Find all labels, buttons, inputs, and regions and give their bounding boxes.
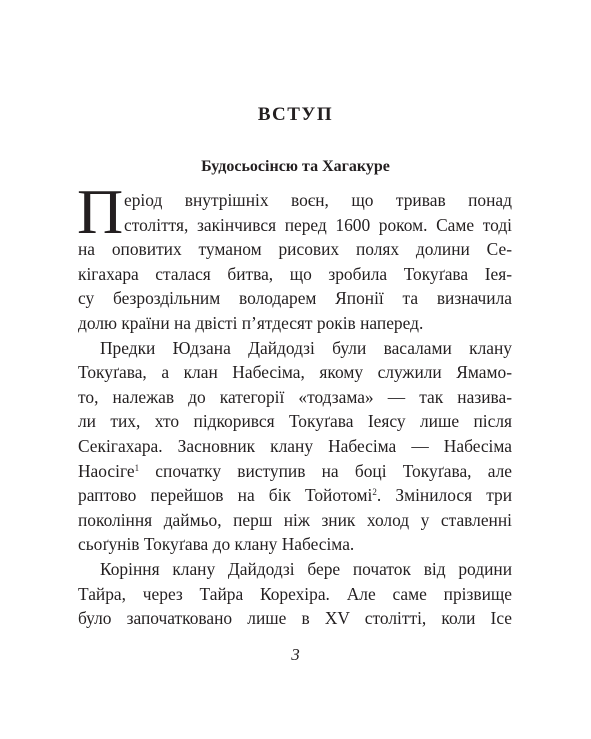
line-6-rest: спочатку виступив на боці Токуґава, але — [139, 460, 512, 481]
paragraph-1-line-4: кігахара сталася битва, що зробила Токуґава Іея- — [78, 263, 512, 284]
footnote-context-1: Наосіге — [78, 460, 135, 481]
paragraph-3-line-2: Тайра, через Тайра Корехіра. Але саме прізвище — [78, 583, 512, 604]
body-text — [77, 176, 513, 631]
paragraph-1-line-6: долю країни на двісті п’ятдесят років наперед. — [78, 312, 424, 333]
paragraph-2-line-1: Предки Юдзана Дайдодзі були васалами клану — [100, 337, 512, 358]
footnote-context-2: раптово перейшов на бік Тойотомі — [78, 485, 373, 506]
paragraph-2-line-7 — [78, 483, 512, 508]
paragraph-1-line-3: на оповитих туманом рисових полях долини Се- — [78, 239, 512, 260]
paragraph-2-line-8: покоління даймьо, перш ніж зник холод у ставленні — [78, 509, 512, 530]
section-title: Будосьосінсю та Хагакуре — [201, 158, 390, 175]
line-7-rest: . Змінилося три — [376, 485, 513, 506]
footnote-ref-2[interactable]: 2 — [372, 487, 377, 498]
paragraph-3-line-3: було започатковано лише в XV столітті, коли Ісе — [78, 608, 512, 629]
paragraph-2-line-2: Токуґава, а клан Набесіма, якому служили Ямамо- — [78, 362, 512, 383]
footnote-ref-1[interactable]: 1 — [134, 462, 140, 473]
paragraph-1-line-2: століття, закінчився перед 1600 роком. Саме тоді — [124, 214, 512, 235]
drop-cap-letter: П — [77, 176, 124, 247]
paragraph-2-line-6 — [78, 459, 512, 484]
paragraph-3-line-1: Коріння клану Дайдодзі бере початок від родини — [100, 558, 512, 579]
drop-cap — [77, 176, 124, 247]
paragraph-2-line-4: ли тих, хто підкорився Токуґава Іеясу лише після — [78, 411, 512, 432]
paragraph-2-line-5: Секігахара. Засновник клану Набесіма — Набесіма — [78, 435, 512, 456]
paragraph-1-line-5: су безроздільним володарем Японії та визначила — [78, 288, 512, 309]
paragraph-1-line-1: еріод внутрішніх воєн, що тривав понад — [124, 190, 512, 210]
paragraph-2-line-9: сьоґунів Токуґава до клану Набесіма. — [78, 534, 355, 555]
paragraph-2-line-3: то, належав до категорії «тодзама» — так назива- — [78, 386, 512, 407]
chapter-title: ВСТУП — [257, 104, 334, 125]
page-number: 3 — [291, 645, 300, 664]
